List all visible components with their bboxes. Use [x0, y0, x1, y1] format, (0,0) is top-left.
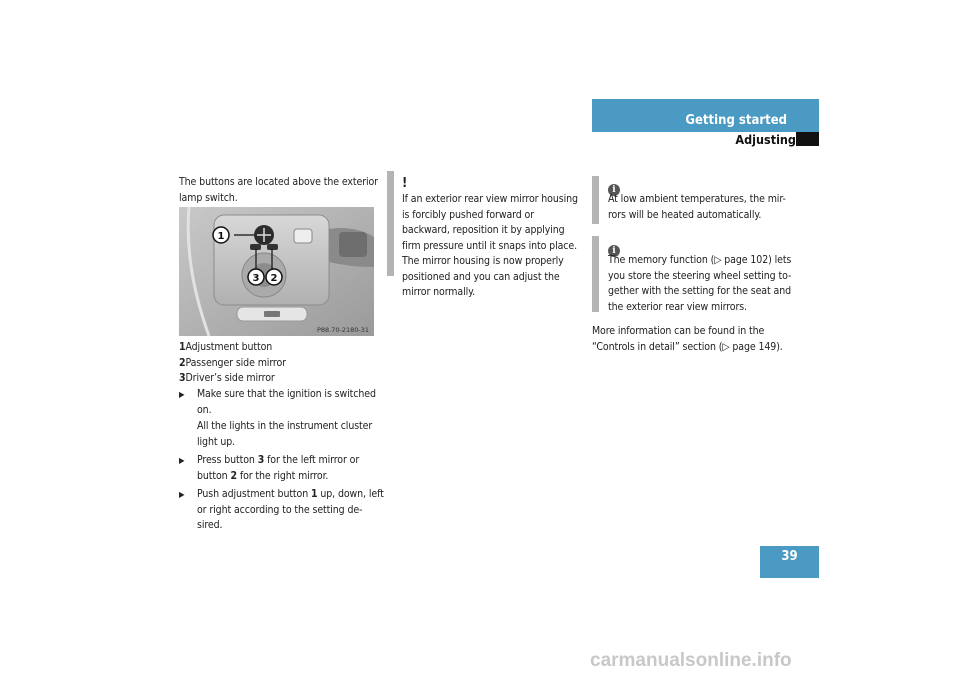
step-text: Make sure that the ignition is switched on.: [197, 388, 376, 416]
warning-icon: !: [402, 176, 408, 191]
figure-code: P88.70-2180-31: [316, 326, 369, 334]
info-icon: i: [608, 238, 620, 257]
info-icon: i: [608, 177, 620, 196]
watermark: carmanualsonline.info: [590, 650, 792, 671]
page-number-box: [760, 546, 819, 578]
header-bar: [592, 99, 819, 132]
legend-item: 3Driver’s side mirror: [179, 372, 275, 384]
callout-label: 2: [270, 273, 278, 284]
mirror-switch-figure: [179, 207, 374, 336]
step-ignition-result: All the lights in the instrument cluster light up.: [197, 420, 373, 448]
callout-label: 3: [252, 273, 260, 284]
info-text-heating: At low ambient temperatures, the mir-rors will be heated automatically.: [608, 193, 786, 221]
bullet-arrow-icon: ▶: [179, 390, 185, 399]
more-info-text: More information can be found in the “Controls in detail” section (▷ page 149).: [592, 325, 783, 353]
bullet-arrow-icon: ▶: [179, 490, 185, 499]
legend-item: 1Adjustment button: [179, 341, 273, 353]
intro-text: The buttons are located above the exterior lamp switch.: [179, 176, 378, 204]
warning-text: If an exterior rear view mirror housing is forcibly pushed forward or backward, reposition it by applying firm pressure until it snaps into place. The mirror housing is now properly positioned and you can adjust the mirror normally.: [402, 193, 578, 298]
warning-bar: [387, 171, 394, 276]
page-number: 39: [781, 549, 798, 564]
legend-item: 2Passenger side mirror: [179, 356, 286, 369]
info-bar: [592, 176, 599, 224]
figure-legend: [179, 340, 384, 387]
info-text-memory: The memory function (▷ page 102) lets you store the steering wheel setting to-gether with the setting for the seat and the exterior rear view mirrors.: [608, 254, 792, 313]
header-tab-marker: [796, 132, 819, 146]
info-bar: [592, 236, 599, 312]
bullet-arrow-icon: ▶: [179, 456, 185, 465]
section-title: Getting started: [685, 113, 787, 128]
callout-label: 1: [217, 231, 225, 242]
section-subtitle: Adjusting: [735, 132, 796, 147]
